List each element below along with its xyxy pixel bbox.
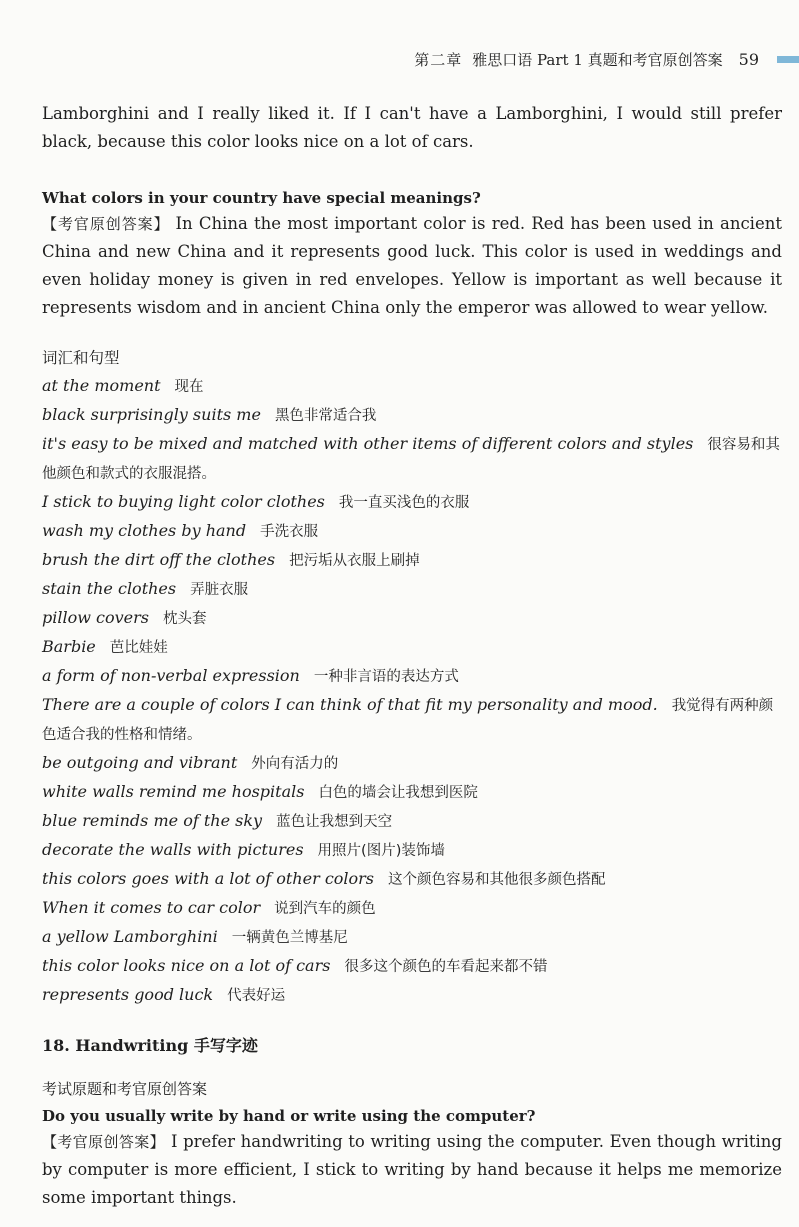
running-header	[414, 48, 799, 70]
vocab-english: a yellow Lamborghini	[42, 927, 218, 946]
vocab-chinese: 黑色非常适合我	[274, 408, 377, 424]
vocab-item	[42, 923, 782, 952]
examiner-answer-tag: 【考官原创答案】	[42, 215, 170, 233]
vocab-english: decorate the walls with pictures	[42, 840, 304, 859]
vocab-english: white walls remind me hospitals	[42, 782, 305, 801]
vocab-english: When it comes to car color	[42, 898, 261, 917]
answer-text: In China the most important color is red. Red has been used in ancient China and new China and it represents good luck. This color is used in weddings and even holiday money is given in red envelopes. Yellow is important as well because it represents wisdom and in ancient China only the emperor was allowed to wear yellow.	[42, 214, 782, 317]
vocab-chinese: 代表好运	[227, 988, 286, 1004]
vocab-section-label: 词汇和句型	[42, 349, 120, 367]
section-number: 18.	[42, 1036, 70, 1055]
vocab-item	[42, 401, 782, 430]
section-title-en: Handwriting	[75, 1036, 189, 1055]
vocab-chinese: 很容易和其他颜色和款式的衣服混搭。	[42, 437, 780, 482]
vocab-item	[42, 488, 782, 517]
page-content	[42, 100, 782, 1212]
vocab-item	[42, 894, 782, 923]
answer-text: I prefer handwriting to writing using the computer. Even though writing by computer is more efficient, I stick to writing by hand because it helps me memorize some important things.	[42, 1132, 782, 1207]
vocab-item	[42, 662, 782, 691]
vocab-english: stain the clothes	[42, 579, 177, 598]
page-number: 59	[738, 49, 759, 69]
vocab-item	[42, 749, 782, 778]
vocab-item	[42, 865, 782, 894]
vocab-english: black surprisingly suits me	[42, 405, 261, 424]
chapter-label: 第二章	[414, 50, 463, 69]
vocab-chinese: 现在	[174, 379, 204, 395]
header-title: 雅思口语 Part 1 真题和考官原创答案	[472, 50, 723, 69]
section-18-title	[42, 1032, 782, 1060]
vocab-english: wash my clothes by hand	[42, 521, 247, 540]
examiner-answer-tag: 【考官原创答案】	[42, 1133, 165, 1151]
vocab-chinese: 说到汽车的颜色	[274, 901, 376, 917]
vocab-english: a form of non-verbal expression	[42, 666, 300, 685]
vocab-chinese: 手洗衣服	[260, 524, 319, 540]
question-colors-meaning: What colors in your country have special meanings?	[42, 189, 481, 207]
vocab-chinese: 芭比娃娃	[109, 640, 168, 656]
vocab-english: brush the dirt off the clothes	[42, 550, 276, 569]
vocab-english: be outgoing and vibrant	[42, 753, 238, 772]
vocab-chinese: 一辆黄色兰博基尼	[231, 930, 348, 946]
vocab-english: this color looks nice on a lot of cars	[42, 956, 331, 975]
section-title-zh: 手写字迹	[193, 1036, 258, 1055]
vocab-chinese: 我一直买浅色的衣服	[338, 495, 470, 511]
vocab-item	[42, 604, 782, 633]
vocab-chinese: 很多这个颜色的车看起来都不错	[344, 959, 548, 975]
vocab-item	[42, 430, 782, 488]
vocab-chinese: 把污垢从衣服上刷掉	[289, 553, 420, 569]
answer-colors-meaning	[42, 210, 782, 322]
vocab-item	[42, 691, 782, 749]
question-handwriting: Do you usually write by hand or write using the computer?	[42, 1107, 536, 1125]
vocab-item	[42, 836, 782, 865]
vocab-chinese: 外向有活力的	[251, 756, 339, 772]
header-color-tab	[777, 56, 799, 63]
vocab-chinese: 这个颜色容易和其他很多颜色搭配	[388, 872, 606, 888]
vocab-item	[42, 778, 782, 807]
vocab-chinese: 弄脏衣服	[190, 582, 249, 598]
vocab-item	[42, 952, 782, 981]
vocab-item	[42, 633, 782, 662]
vocab-english: represents good luck	[42, 985, 214, 1004]
answer-handwriting	[42, 1128, 782, 1212]
vocab-english: at the moment	[42, 376, 161, 395]
vocab-item	[42, 546, 782, 575]
vocab-english: blue reminds me of the sky	[42, 811, 263, 830]
vocab-english: this colors goes with a lot of other colors	[42, 869, 375, 888]
vocab-item	[42, 981, 782, 1010]
vocab-chinese: 枕头套	[162, 611, 207, 627]
vocab-item	[42, 807, 782, 836]
vocab-item	[42, 517, 782, 546]
vocab-item	[42, 575, 782, 604]
vocab-english: Barbie	[42, 637, 96, 656]
vocab-english: I stick to buying light color clothes	[42, 492, 325, 511]
vocab-english: it's easy to be mixed and matched with other items of different colors and styles	[42, 434, 694, 453]
vocab-english: pillow covers	[42, 608, 149, 627]
vocab-chinese: 用照片(图片)装饰墙	[317, 843, 445, 859]
intro-paragraph: Lamborghini and I really liked it. If I can't have a Lamborghini, I would still prefer black, because this color looks nice on a lot of cars.	[42, 104, 782, 151]
vocab-chinese: 我觉得有两种颜色适合我的性格和情绪。	[42, 698, 774, 743]
vocab-chinese: 一种非言语的表达方式	[313, 669, 459, 685]
section-18-subheading: 考试原题和考官原创答案	[42, 1080, 208, 1098]
vocab-item	[42, 372, 782, 401]
vocab-chinese: 蓝色让我想到天空	[276, 814, 393, 830]
vocab-chinese: 白色的墙会让我想到医院	[318, 785, 478, 801]
vocab-english: There are a couple of colors I can think of that fit my personality and mood.	[42, 695, 658, 714]
vocab-list	[42, 372, 782, 1010]
